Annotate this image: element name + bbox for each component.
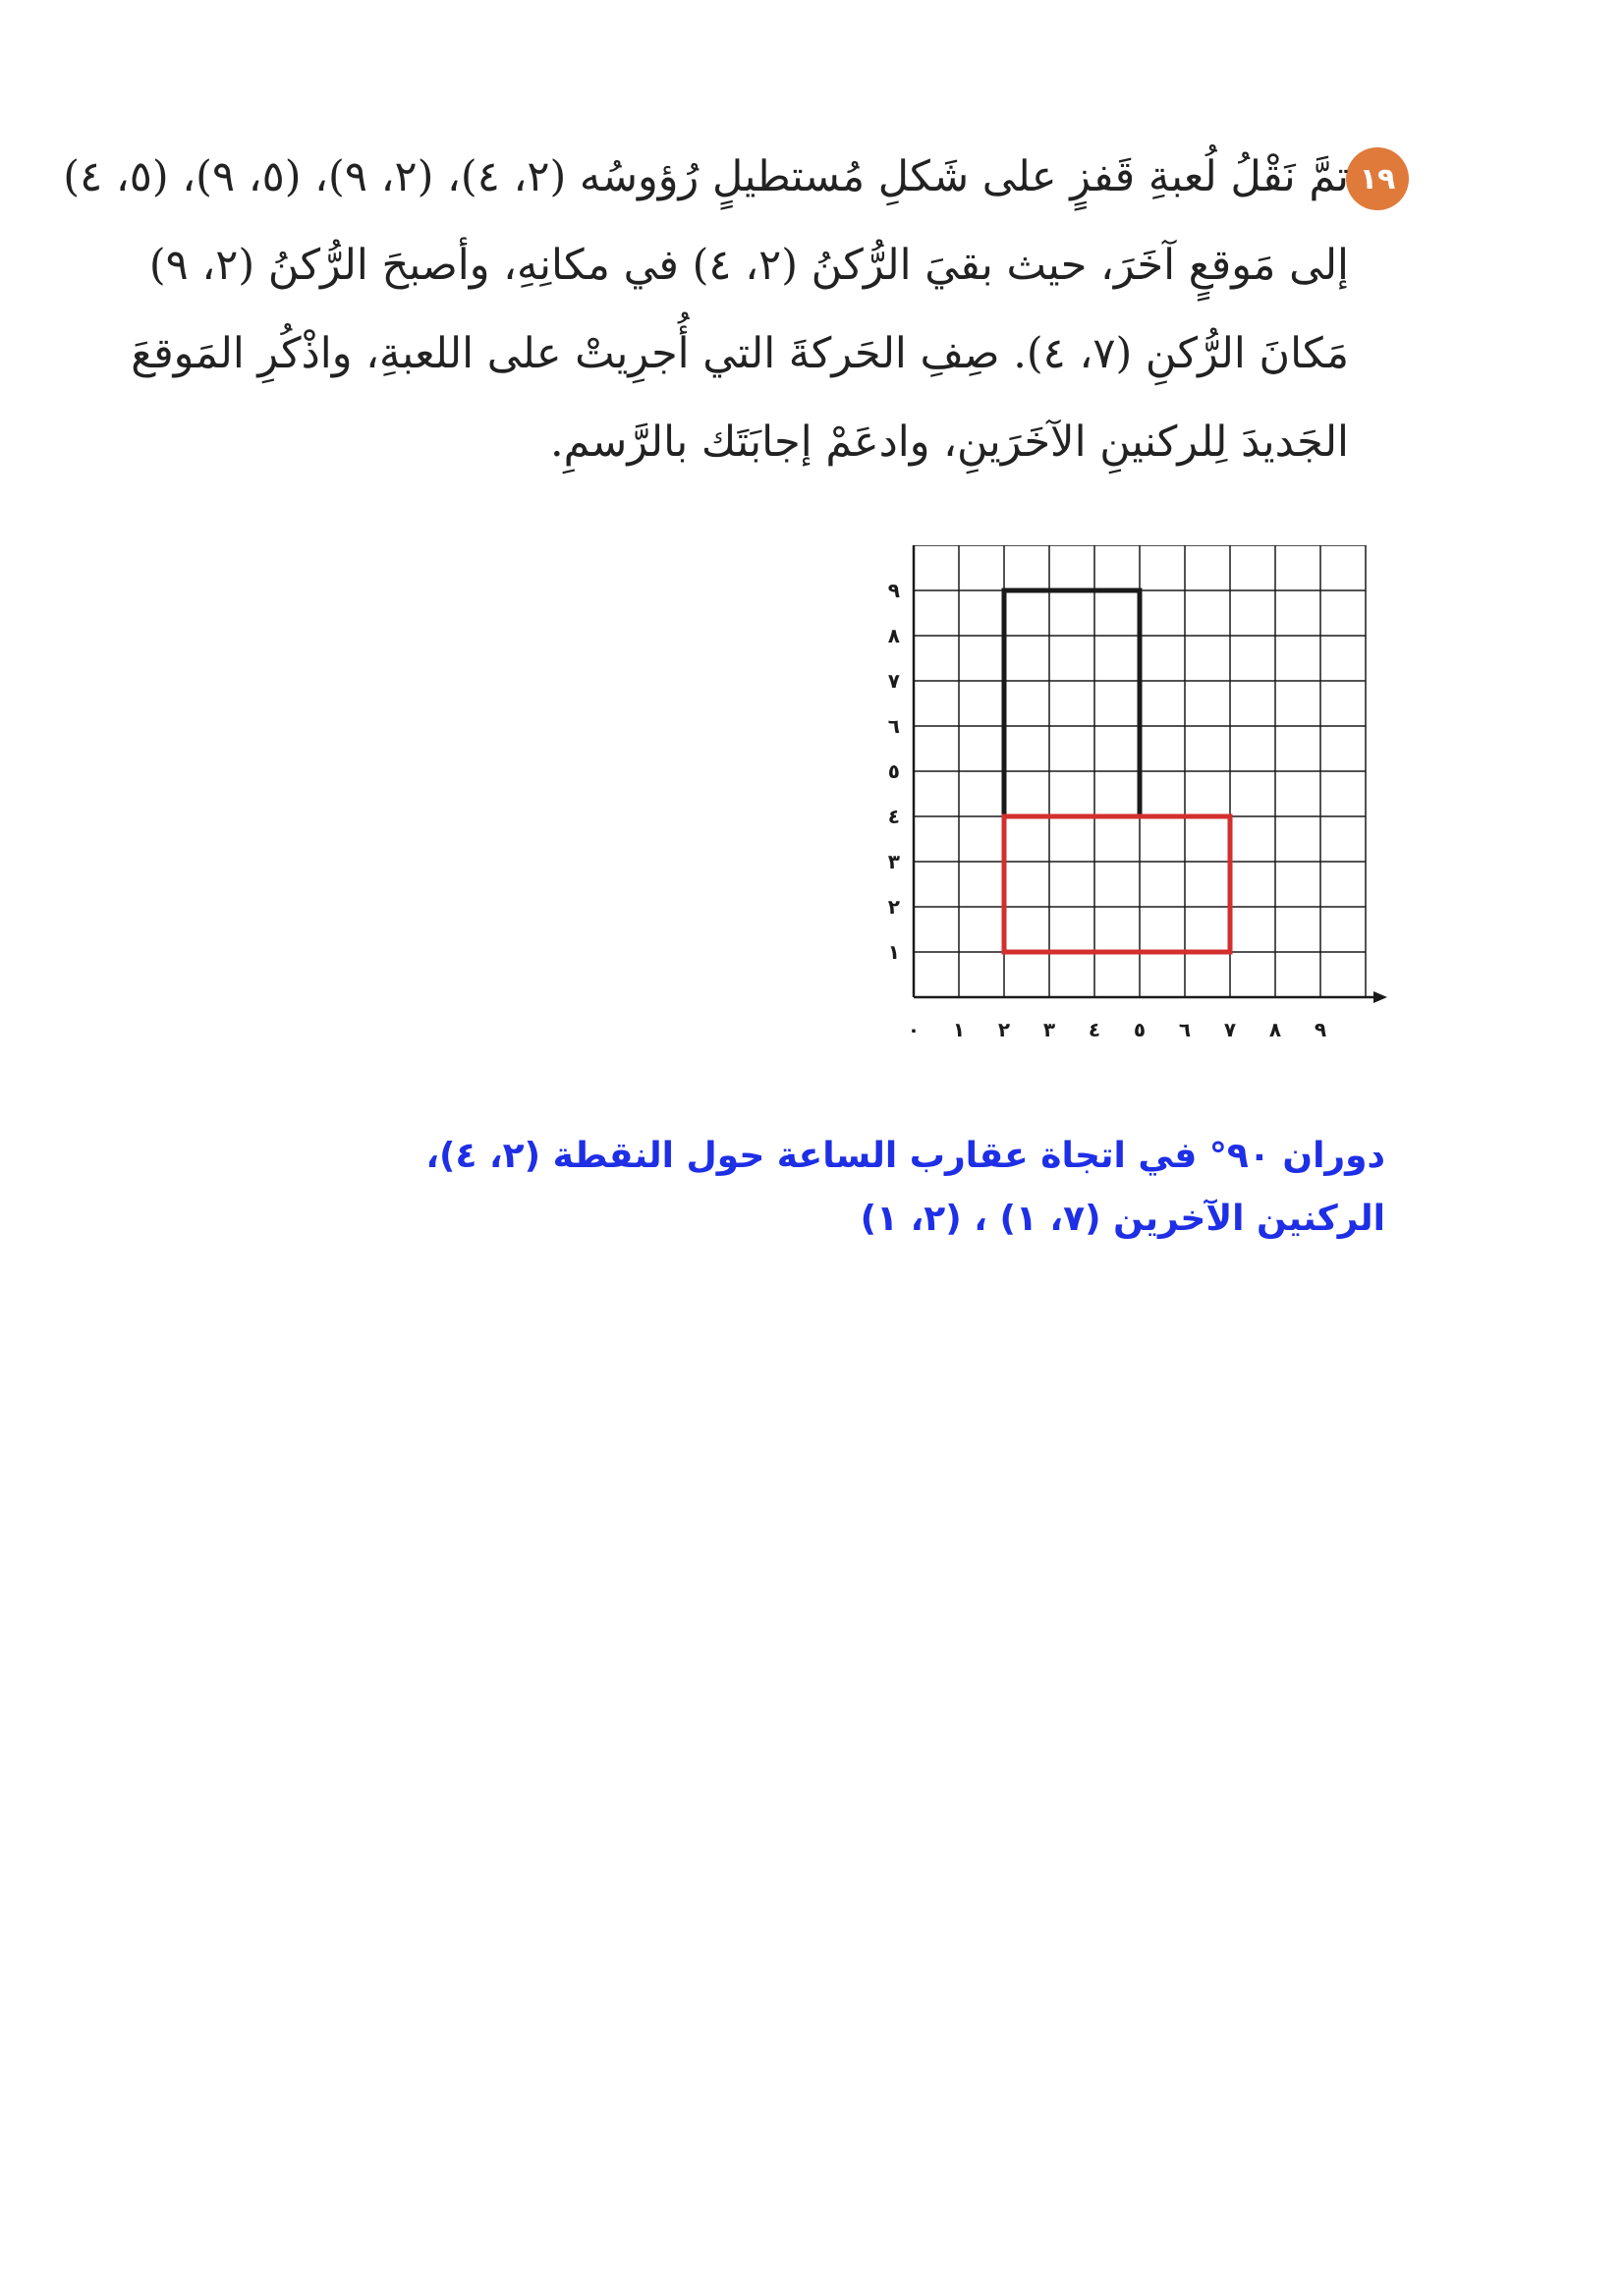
x-tick-label: ٤ [1088, 1018, 1101, 1041]
question-line: تمَّ نَقْلُ لُعبةِ قَفزٍ على شَكلِ مُستطيلٍ رُؤوسُه (٢، ٤)، (٢، ٩)، (٥، ٩)، (٥، ٤) [63, 152, 1349, 201]
x-tick-label: ٨ [1268, 1018, 1282, 1041]
answer-text [403, 1125, 1385, 1251]
question-number: ١٩ [1359, 161, 1396, 196]
answer-line: الركنين الآخرين (٧، ١) ، (٢، ١) [860, 1199, 1385, 1239]
y-tick-label: ٨ [887, 624, 900, 647]
question-text [63, 133, 1349, 486]
y-tick-label: ٢ [887, 895, 900, 919]
original-rectangle [1004, 590, 1140, 816]
x-tick-label: ٢ [997, 1018, 1011, 1041]
question-line: مَكانَ الرُّكنِ (٧، ٤). صِفِ الحَركةَ التي أُجرِيتْ على اللعبةِ، واذْكُرِ المَوقعَ [131, 329, 1349, 378]
x-tick-label: ٩ [1314, 1018, 1327, 1041]
x-axis-arrow [1373, 991, 1387, 1003]
question-line: إلى مَوقعٍ آخَرَ، حيث بقيَ الرُّكنُ (٢، ٤) في مكانِهِ، وأصبحَ الرُّكنُ (٢، ٩) [148, 241, 1349, 290]
x-tick-label: ٥ [1133, 1018, 1147, 1041]
answer-line: دوران ٩٠° في اتجاة عقارب الساعة حول النقطة (٢، ٤)، [425, 1136, 1385, 1176]
moved-rectangle [1004, 816, 1230, 952]
y-tick-label: ٦ [887, 714, 900, 738]
question-number-badge [1346, 147, 1409, 210]
y-tick-label: ١ [887, 940, 900, 964]
x-tick-label: ٦ [1178, 1018, 1192, 1041]
y-tick-label: ٩ [887, 579, 900, 602]
y-tick-label: ٣ [887, 850, 900, 873]
y-tick-label: ٤ [887, 805, 900, 828]
x-tick-label: ١ [952, 1018, 966, 1041]
y-tick-label: ٧ [887, 669, 900, 693]
y-tick-label: ٥ [887, 759, 900, 783]
question-line: الجَديدَ لِلركنينِ الآخَرَينِ، وادعَمْ إجابَتَك بالرَّسمِ. [550, 418, 1349, 467]
coordinate-grid [865, 545, 1395, 1056]
x-tick-label: ٧ [1223, 1018, 1237, 1041]
x-tick-label: ٠ [907, 1018, 921, 1041]
x-tick-label: ٣ [1042, 1018, 1056, 1041]
